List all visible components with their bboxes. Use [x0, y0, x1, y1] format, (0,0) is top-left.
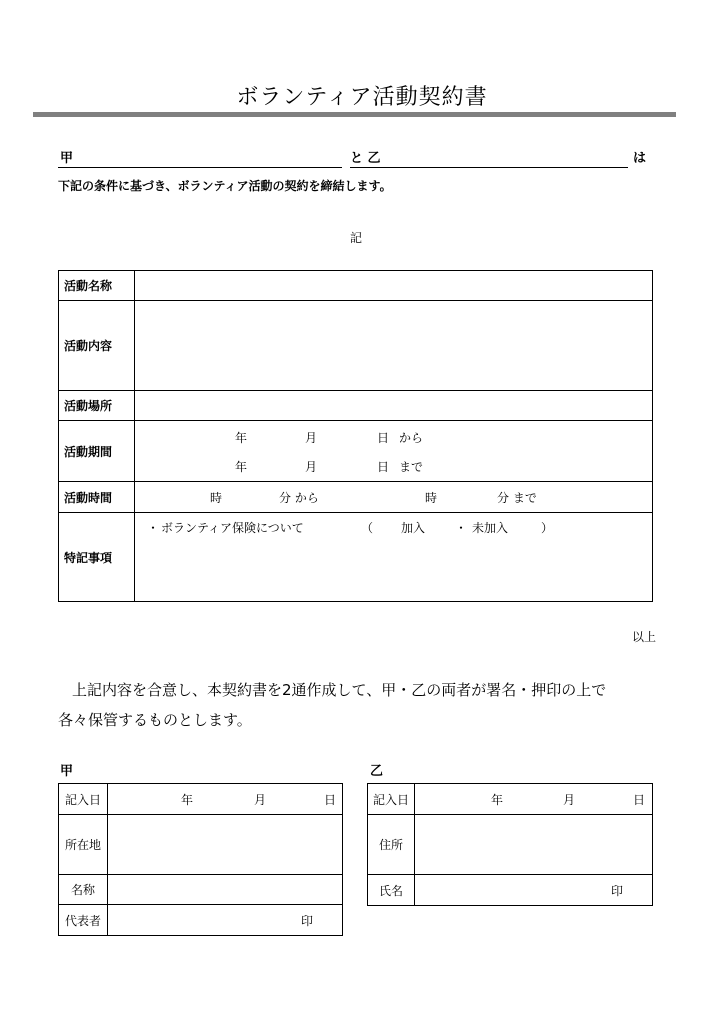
otsu-address-label: 住所	[368, 815, 415, 875]
period-from-year: 年	[235, 431, 248, 445]
kou-info-table	[58, 783, 343, 936]
activity-place-label: 活動場所	[59, 391, 135, 421]
kou-section-header: 甲	[60, 764, 74, 779]
otsu-name-label: 氏名	[368, 875, 415, 906]
activity-name-label: 活動名称	[59, 271, 135, 301]
otsu-date-month: 月	[563, 793, 576, 807]
kou-address-label: 所在地	[59, 815, 108, 875]
otsu-date-field[interactable]	[415, 784, 653, 815]
activity-period-field[interactable]	[135, 421, 653, 482]
kou-date-day: 日	[324, 793, 337, 807]
period-until-month: 月	[305, 460, 318, 474]
period-until-label: まで	[399, 460, 424, 474]
kou-address-field[interactable]	[108, 815, 343, 875]
agreement-line-2: 各々保管するものとします。	[58, 711, 252, 729]
activity-period-label: 活動期間	[59, 421, 135, 482]
title-rule	[33, 112, 676, 117]
activity-name-field[interactable]	[135, 271, 653, 301]
party-kou-line[interactable]	[58, 167, 342, 168]
party-wa-label: は	[633, 151, 647, 166]
ijou-label: 以上	[632, 630, 657, 644]
kou-date-year: 年	[181, 793, 194, 807]
notes-open-paren: （	[361, 521, 374, 535]
period-until-year: 年	[235, 460, 248, 474]
agreement-line-1: 上記内容を合意し、本契約書を2通作成して、甲・乙の両者が署名・押印の上で	[72, 681, 607, 699]
otsu-address-field[interactable]	[415, 815, 653, 875]
notes-label: 特記事項	[59, 513, 135, 602]
party-kou-label: 甲	[60, 151, 74, 166]
time-end-hour: 時	[425, 491, 438, 505]
activity-table	[58, 270, 653, 602]
time-end-minute: 分 まで	[497, 491, 537, 505]
period-until-day: 日	[377, 460, 390, 474]
document-title: ボランティア活動契約書	[236, 85, 488, 110]
activity-content-label: 活動内容	[59, 301, 135, 391]
otsu-date-year: 年	[491, 793, 504, 807]
notes-field[interactable]	[135, 513, 653, 602]
party-otsu-label: と 乙	[350, 151, 381, 166]
time-start-minute: 分 から	[279, 491, 319, 505]
insurance-not-join-option[interactable]: 未加入	[472, 521, 509, 535]
period-from-month: 月	[305, 431, 318, 445]
notes-close-paren: ）	[541, 521, 554, 535]
otsu-info-table	[367, 783, 653, 906]
kou-name-field[interactable]	[108, 875, 343, 905]
period-from-day: 日	[377, 431, 390, 445]
kou-date-month: 月	[254, 793, 267, 807]
ki-label: 記	[350, 231, 363, 245]
otsu-section-header: 乙	[370, 764, 384, 779]
notes-sep: ・	[455, 521, 468, 535]
kou-rep-label: 代表者	[59, 905, 108, 936]
notes-insurance: ボランティア保険について	[161, 521, 304, 535]
time-start-hour: 時	[210, 491, 223, 505]
notes-bullet: ・	[147, 521, 160, 535]
activity-time-label: 活動時間	[59, 482, 135, 513]
kou-date-label: 記入日	[59, 784, 108, 815]
insurance-join-option[interactable]: 加入	[401, 521, 426, 535]
activity-place-field[interactable]	[135, 391, 653, 421]
kou-seal-mark: 印	[301, 914, 314, 928]
activity-time-field[interactable]	[135, 482, 653, 513]
kou-date-field[interactable]	[108, 784, 343, 815]
kou-rep-field[interactable]	[108, 905, 343, 936]
activity-content-field[interactable]	[135, 301, 653, 391]
party-otsu-line[interactable]	[350, 167, 628, 168]
intro-text: 下記の条件に基づき、ボランティア活動の契約を締結します。	[58, 179, 392, 193]
otsu-seal-mark: 印	[611, 884, 624, 898]
otsu-date-label: 記入日	[368, 784, 415, 815]
kou-name-label: 名称	[59, 875, 108, 905]
otsu-name-field[interactable]	[415, 875, 653, 906]
otsu-date-day: 日	[633, 793, 646, 807]
period-from-label: から	[399, 431, 424, 445]
